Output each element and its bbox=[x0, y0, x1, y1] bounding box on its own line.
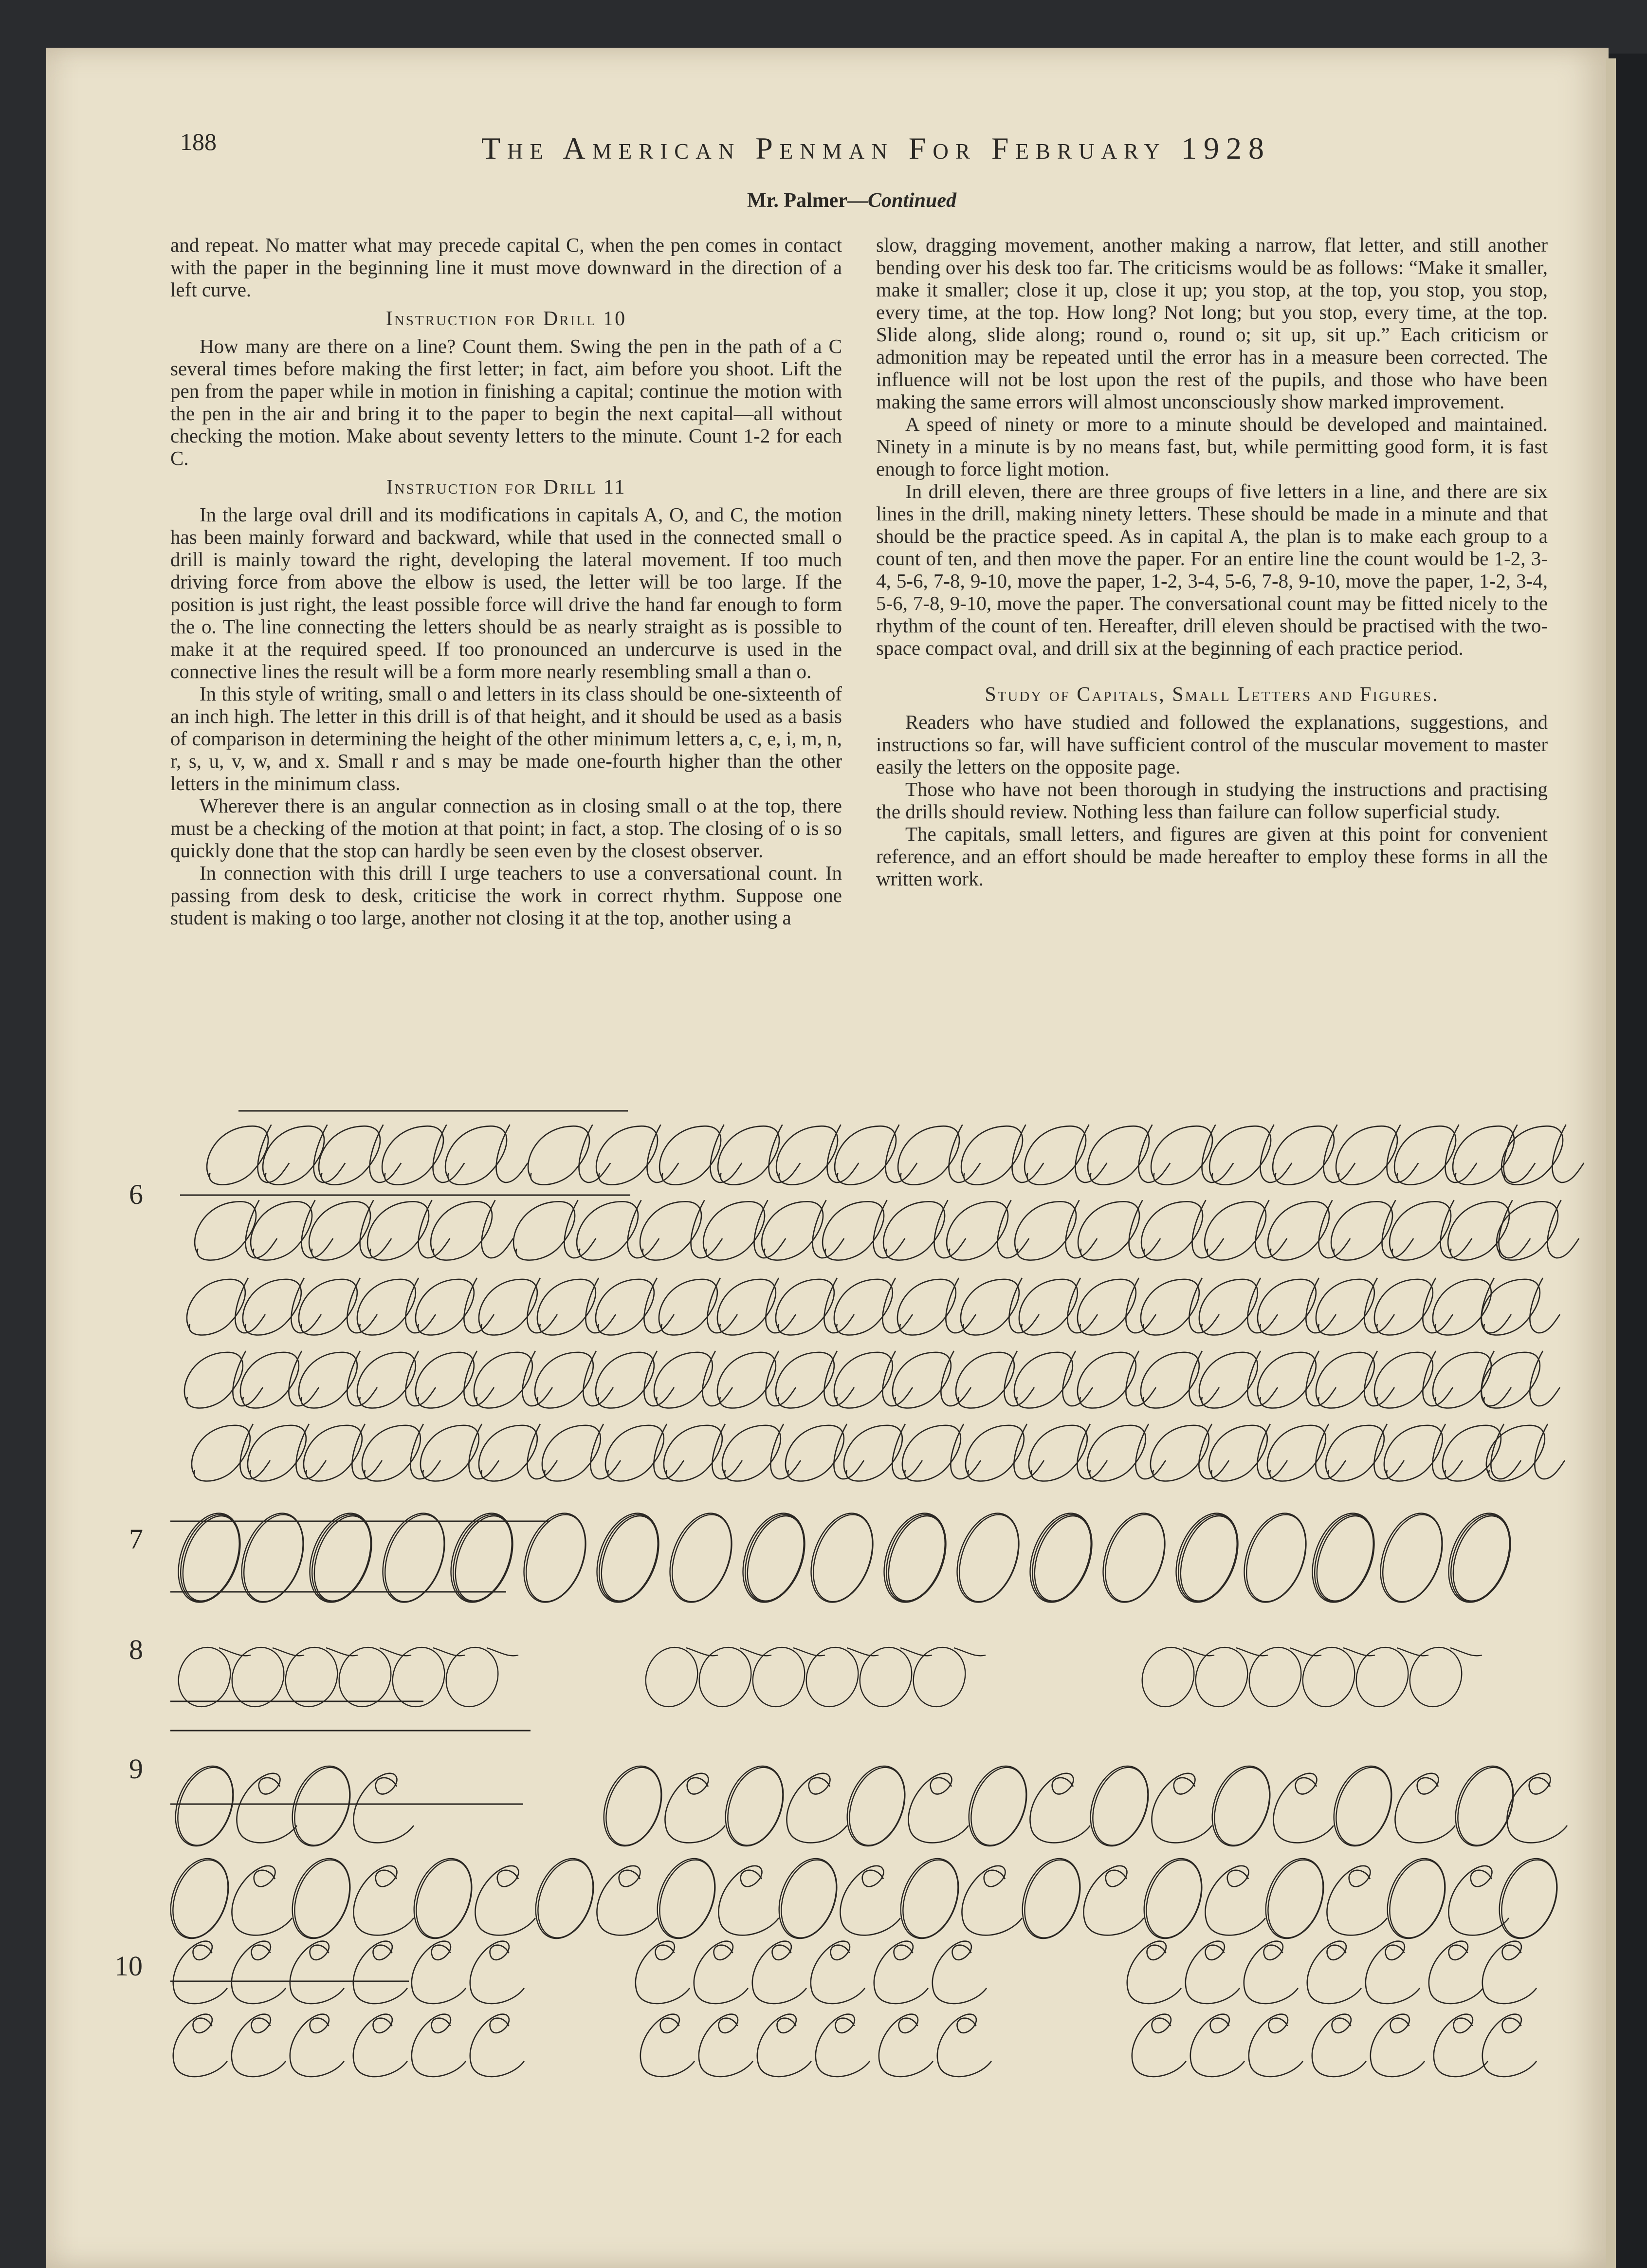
capital-c bbox=[908, 1773, 969, 1843]
capital-c bbox=[173, 2014, 227, 2077]
capital-a-stroke bbox=[479, 1278, 557, 1335]
capital-c bbox=[757, 2014, 811, 2077]
capital-a-stroke bbox=[1205, 1200, 1287, 1260]
capital-a-stroke bbox=[1394, 1125, 1477, 1184]
capital-c bbox=[1429, 1941, 1483, 2004]
capital-o bbox=[893, 1852, 969, 1946]
capital-c bbox=[237, 1773, 297, 1843]
paragraph: Those who have not been thorough in studying the instructions and practising the drills should review. Nothing less than failure can follow superficial study. bbox=[876, 778, 1548, 823]
large-oval bbox=[661, 1506, 742, 1609]
capital-a-stroke bbox=[192, 1424, 270, 1481]
capital-c bbox=[640, 2014, 695, 2077]
paragraph: In drill eleven, there are three groups of five letters in a line, and there are six lines in the drill, making ninety letters. These should be made in a minute and that should be the practice speed. As in capital A, the plan is to make each group to a count of ten, and then move the paper. For an entire line the count would be 1-2, 3-4, 5-6, 7-8, 9-10, move the paper, 1-2, 3-4, 5-6, 7-8, 9-10, move the paper, 1-2, 3-4, 5-6, 7-8, 9-10, move the paper. The conversational count may be fitted nicely to the rhythm of the count of ten. Hereafter, drill eleven should be practised with the two-space compact oval, and drill six at the beginning of each practice period. bbox=[876, 480, 1548, 659]
capital-c bbox=[1434, 2014, 1488, 2077]
capital-a-stroke bbox=[243, 1278, 321, 1335]
large-oval bbox=[586, 1505, 670, 1611]
capital-a-stroke bbox=[251, 1200, 333, 1260]
capital-c bbox=[470, 1941, 524, 2004]
drill-6-capital-a bbox=[184, 1125, 1584, 1481]
drill-9-capital-o-c bbox=[160, 1758, 1568, 1946]
capital-a-stroke bbox=[717, 1351, 796, 1408]
large-oval bbox=[800, 1505, 884, 1611]
capital-a-stroke bbox=[1331, 1200, 1413, 1260]
large-oval bbox=[948, 1506, 1029, 1609]
capital-c bbox=[1371, 2014, 1425, 2077]
capital-a-stroke bbox=[596, 1351, 674, 1408]
capital-a-stroke bbox=[1029, 1424, 1107, 1481]
capital-c bbox=[353, 1866, 414, 1936]
large-oval bbox=[802, 1506, 883, 1609]
capital-c bbox=[290, 1941, 344, 2004]
capital-c bbox=[1152, 1773, 1212, 1843]
capital-c bbox=[1307, 1941, 1361, 2004]
capital-a-stroke bbox=[248, 1424, 326, 1481]
capital-o bbox=[1205, 1760, 1280, 1853]
large-oval bbox=[1233, 1505, 1318, 1611]
capital-c bbox=[962, 1866, 1022, 1936]
capital-c bbox=[874, 1941, 928, 2004]
capital-c bbox=[1395, 1773, 1455, 1843]
capital-o bbox=[168, 1760, 243, 1853]
capital-o bbox=[285, 1760, 360, 1853]
capital-a-stroke bbox=[1273, 1125, 1355, 1184]
capital-a-stroke bbox=[542, 1424, 621, 1481]
capital-o bbox=[1083, 1760, 1158, 1853]
capital-o bbox=[771, 1852, 847, 1946]
capital-a-stroke bbox=[596, 1125, 678, 1184]
capital-a-stroke bbox=[309, 1200, 391, 1260]
capital-c bbox=[470, 2014, 524, 2077]
capital-c bbox=[665, 1773, 725, 1843]
capital-o bbox=[596, 1760, 672, 1853]
capital-a-stroke bbox=[1497, 1200, 1579, 1260]
capital-a-stroke bbox=[445, 1125, 528, 1184]
capital-a-stroke bbox=[1209, 1125, 1292, 1184]
capital-a-stroke bbox=[659, 1278, 737, 1335]
large-oval bbox=[734, 1506, 815, 1609]
capital-c bbox=[699, 2014, 753, 2077]
capital-o bbox=[406, 1852, 482, 1946]
capital-a-stroke bbox=[703, 1200, 786, 1260]
capital-a-stroke bbox=[1025, 1125, 1107, 1184]
capital-o bbox=[1326, 1760, 1402, 1853]
capital-c bbox=[353, 1773, 414, 1843]
large-oval bbox=[873, 1505, 957, 1611]
large-oval bbox=[946, 1505, 1030, 1611]
capital-c bbox=[1273, 1773, 1334, 1843]
capital-a-stroke bbox=[718, 1125, 800, 1184]
capital-a-stroke bbox=[1151, 1125, 1233, 1184]
capital-c bbox=[1249, 2014, 1303, 2077]
capital-a-stroke bbox=[1482, 1278, 1560, 1335]
capital-a-stroke bbox=[431, 1200, 513, 1260]
paragraph: slow, dragging movement, another making a narrow, flat letter, and still another bending over his desk too far. The criticisms would be as follows: “Make it smaller, make it smaller; close it up, close it up; you stop, at the top, you stop, you stop, every time, at the top. How long? Not long; but you stop, every time, at the top. Slide along, slide along; round o, round o; sit up, sit up.” Each criticism or admonition may be repeated until the error has in a measure been corrected. The influence will not be lost upon the rest of the pupils, and those who have been making the same errors will almost unconsciously show marked improvement. bbox=[876, 234, 1548, 413]
drill-8-small-o bbox=[170, 1640, 1482, 1714]
capital-c bbox=[232, 1866, 292, 1936]
large-oval bbox=[1437, 1505, 1522, 1611]
large-oval bbox=[1092, 1505, 1176, 1611]
capital-c bbox=[1366, 1941, 1420, 2004]
capital-a-stroke bbox=[1336, 1125, 1418, 1184]
capital-a-stroke bbox=[776, 1125, 859, 1184]
capital-a-stroke bbox=[1501, 1125, 1584, 1184]
capital-a-stroke bbox=[1078, 1351, 1156, 1408]
capital-c bbox=[412, 2014, 466, 2077]
capital-o bbox=[650, 1852, 725, 1946]
large-oval bbox=[659, 1505, 743, 1611]
capital-a-stroke bbox=[299, 1278, 377, 1335]
paragraph: In connection with this drill I urge teachers to use a conversational count. In passing from desk to desk, criticise the work in correct rhythm. Suppose one student is making o too large, another not closing it at the top, another using a bbox=[170, 862, 842, 929]
large-oval bbox=[1301, 1505, 1386, 1611]
capital-a-stroke bbox=[835, 1125, 917, 1184]
capital-c bbox=[933, 1941, 987, 2004]
large-oval bbox=[1303, 1506, 1385, 1609]
drill-label-9: 9 bbox=[129, 1753, 143, 1785]
drill-label-6: 6 bbox=[129, 1179, 143, 1210]
capital-a-stroke bbox=[762, 1200, 844, 1260]
capital-o bbox=[840, 1760, 915, 1853]
large-oval bbox=[732, 1505, 816, 1611]
capital-c bbox=[232, 2014, 286, 2077]
capital-a-stroke bbox=[956, 1351, 1034, 1408]
capital-c bbox=[1482, 1941, 1537, 2004]
capital-c bbox=[1244, 1941, 1298, 2004]
capital-c bbox=[840, 1866, 900, 1936]
capital-c bbox=[1030, 1773, 1090, 1843]
subhead-continued: Continued bbox=[867, 189, 957, 212]
capital-a-stroke bbox=[605, 1424, 684, 1481]
capital-c bbox=[718, 1866, 779, 1936]
capital-a-stroke bbox=[207, 1125, 289, 1184]
capital-a-stroke bbox=[577, 1200, 659, 1260]
capital-c bbox=[353, 2014, 407, 2077]
paragraph: and repeat. No matter what may precede capital C, when the pen comes in contact with the paper in the beginning line it must move downward in the direction of a left curve. bbox=[170, 234, 842, 301]
capital-c bbox=[636, 1941, 690, 2004]
capital-a-stroke bbox=[1390, 1200, 1472, 1260]
paragraph: A speed of ninety or more to a minute should be developed and maintained. Ninety in a minute is by no means fast, but, while permitting good form, it is fast enough to force light motion. bbox=[876, 413, 1548, 480]
large-oval bbox=[875, 1506, 956, 1609]
capital-a-stroke bbox=[513, 1200, 596, 1260]
capital-a-stroke bbox=[786, 1424, 864, 1481]
capital-c bbox=[937, 2014, 991, 2077]
capital-c bbox=[353, 1941, 407, 2004]
capital-c bbox=[694, 1941, 748, 2004]
capital-c bbox=[1127, 1941, 1181, 2004]
capital-c bbox=[816, 2014, 870, 2077]
large-oval bbox=[1167, 1506, 1248, 1609]
capital-a-stroke bbox=[304, 1424, 382, 1481]
capital-c bbox=[811, 1941, 865, 2004]
large-oval bbox=[1235, 1506, 1317, 1609]
paragraph: How many are there on a line? Count them. Swing the pen in the path of a C several times before making the first letter; in fact, aim before you shoot. Lift the pen from the paper while in motion in finishing a capital; continue the motion with the pen in the air and bring it to the paper to begin the next capital—all without checking the motion. Make about seventy letters to the minute. Count 1-2 for each C. bbox=[170, 335, 842, 469]
drill-label-7: 7 bbox=[129, 1523, 143, 1555]
large-oval bbox=[1440, 1506, 1521, 1609]
capital-c bbox=[173, 1941, 227, 2004]
paragraph: In the large oval drill and its modifications in capitals A, O, and C, the motion has been mainly forward and backward, while that used in the connected small o drill is mainly toward the right, developing the lateral movement. If too much driving force from above the elbow is used, the letter will be too large. If the position is just right, the least possible force will drive the hand far enough to form the o. The line connecting the letters should be as nearly straight as is possible to make it at the required speed. If too pronounced an undercurve is used in the connective lines the result will be a form more nearly resembling small a than o. bbox=[170, 503, 842, 682]
section-heading: Instruction for Drill 10 bbox=[385, 308, 627, 330]
large-oval bbox=[1094, 1506, 1175, 1609]
large-oval bbox=[1019, 1505, 1103, 1611]
capital-o bbox=[1380, 1852, 1455, 1946]
drill-label-8: 8 bbox=[129, 1634, 143, 1665]
capital-o bbox=[163, 1852, 238, 1946]
capital-a-stroke bbox=[535, 1351, 613, 1408]
running-head: The American Penman For February 1928 bbox=[481, 131, 1271, 166]
capital-c bbox=[290, 2014, 344, 2077]
capital-a-stroke bbox=[1482, 1351, 1560, 1408]
capital-c bbox=[412, 1941, 466, 2004]
capital-c bbox=[879, 2014, 933, 2077]
large-oval bbox=[1369, 1505, 1454, 1611]
capital-a-stroke bbox=[187, 1278, 265, 1335]
paragraph: Wherever there is an angular connection as in closing small o at the top, there must be a checking of the motion at that point; in fact, a stop. The closing of o is so quickly done that the stop can hardly be seen even by the closest observer. bbox=[170, 794, 842, 862]
capital-o bbox=[285, 1852, 360, 1946]
capital-a-stroke bbox=[1268, 1200, 1350, 1260]
page-number: 188 bbox=[180, 128, 217, 155]
capital-a-stroke bbox=[1141, 1278, 1219, 1335]
capital-a-stroke bbox=[659, 1125, 742, 1184]
capital-c bbox=[787, 1773, 847, 1843]
capital-a-stroke bbox=[1453, 1125, 1535, 1184]
capital-o bbox=[1015, 1852, 1090, 1946]
capital-c bbox=[1327, 1866, 1387, 1936]
paragraph: Readers who have studied and followed the explanations, suggestions, and instructions so far, will have sufficient control of the muscular movement to master easily the letters on the opposite page. bbox=[876, 711, 1548, 778]
capital-a-stroke bbox=[240, 1351, 319, 1408]
capital-o bbox=[718, 1760, 793, 1853]
capital-a-stroke bbox=[184, 1351, 263, 1408]
capital-c bbox=[597, 1866, 657, 1936]
capital-c bbox=[232, 1941, 286, 2004]
capital-a-stroke bbox=[263, 1125, 345, 1184]
capital-c bbox=[752, 1941, 806, 2004]
capital-a-stroke bbox=[1448, 1200, 1530, 1260]
capital-c bbox=[1186, 1941, 1240, 2004]
paragraph: The capitals, small letters, and figures are given at this point for convenient reference, and an effort should be made hereafter to employ these forms in all the written work. bbox=[876, 823, 1548, 890]
capital-c bbox=[1132, 2014, 1186, 2077]
paragraph: In this style of writing, small o and letters in its class should be one-sixteenth of an inch high. The letter in this drill is of that height, and it should be used as a basis of comparison in determining the height of the other minimum letters a, c, e, i, m, n, r, s, u, v, w, and x. Small r and s may be made one-fourth higher than the other letters in the minimum class. bbox=[170, 682, 842, 794]
large-oval bbox=[1372, 1506, 1453, 1609]
large-oval bbox=[588, 1506, 669, 1609]
capital-c bbox=[1083, 1866, 1144, 1936]
capital-a-stroke bbox=[640, 1200, 722, 1260]
capital-a-stroke bbox=[898, 1125, 980, 1184]
capital-a-stroke bbox=[1078, 1200, 1160, 1260]
capital-o bbox=[1492, 1852, 1567, 1946]
capital-a-stroke bbox=[961, 1125, 1043, 1184]
capital-o bbox=[1448, 1760, 1523, 1853]
capital-c bbox=[1482, 2014, 1537, 2077]
capital-c bbox=[1190, 2014, 1244, 2077]
capital-o bbox=[961, 1760, 1037, 1853]
section-heading: Instruction for Drill 11 bbox=[386, 476, 626, 498]
capital-a-stroke bbox=[1141, 1200, 1224, 1260]
capital-a-stroke bbox=[1088, 1125, 1170, 1184]
capital-a-stroke bbox=[195, 1200, 277, 1260]
capital-a-stroke bbox=[1151, 1424, 1229, 1481]
capital-o bbox=[1136, 1852, 1212, 1946]
large-oval bbox=[1021, 1506, 1102, 1609]
capital-o bbox=[1258, 1852, 1334, 1946]
capital-a-stroke bbox=[1486, 1424, 1565, 1481]
capital-c bbox=[1205, 1866, 1265, 1936]
section-heading: Study of Capitals, Small Letters and Figures. bbox=[985, 683, 1439, 706]
capital-c bbox=[1312, 2014, 1366, 2077]
capital-a-stroke bbox=[1141, 1351, 1219, 1408]
capital-a-stroke bbox=[367, 1200, 450, 1260]
drill-10-capital-c bbox=[173, 1941, 1537, 2077]
capital-a-stroke bbox=[897, 1278, 976, 1335]
capital-o bbox=[528, 1852, 604, 1946]
large-oval bbox=[1165, 1505, 1249, 1611]
capital-c bbox=[475, 1866, 535, 1936]
subhead-author: Mr. Palmer— bbox=[747, 189, 868, 212]
capital-c bbox=[1507, 1773, 1567, 1843]
capital-a-stroke bbox=[1015, 1200, 1097, 1260]
drill-label-10: 10 bbox=[114, 1950, 143, 1982]
capital-a-stroke bbox=[961, 1278, 1039, 1335]
capital-a-stroke bbox=[966, 1424, 1044, 1481]
capital-a-stroke bbox=[382, 1125, 464, 1184]
capital-a-stroke bbox=[319, 1125, 401, 1184]
